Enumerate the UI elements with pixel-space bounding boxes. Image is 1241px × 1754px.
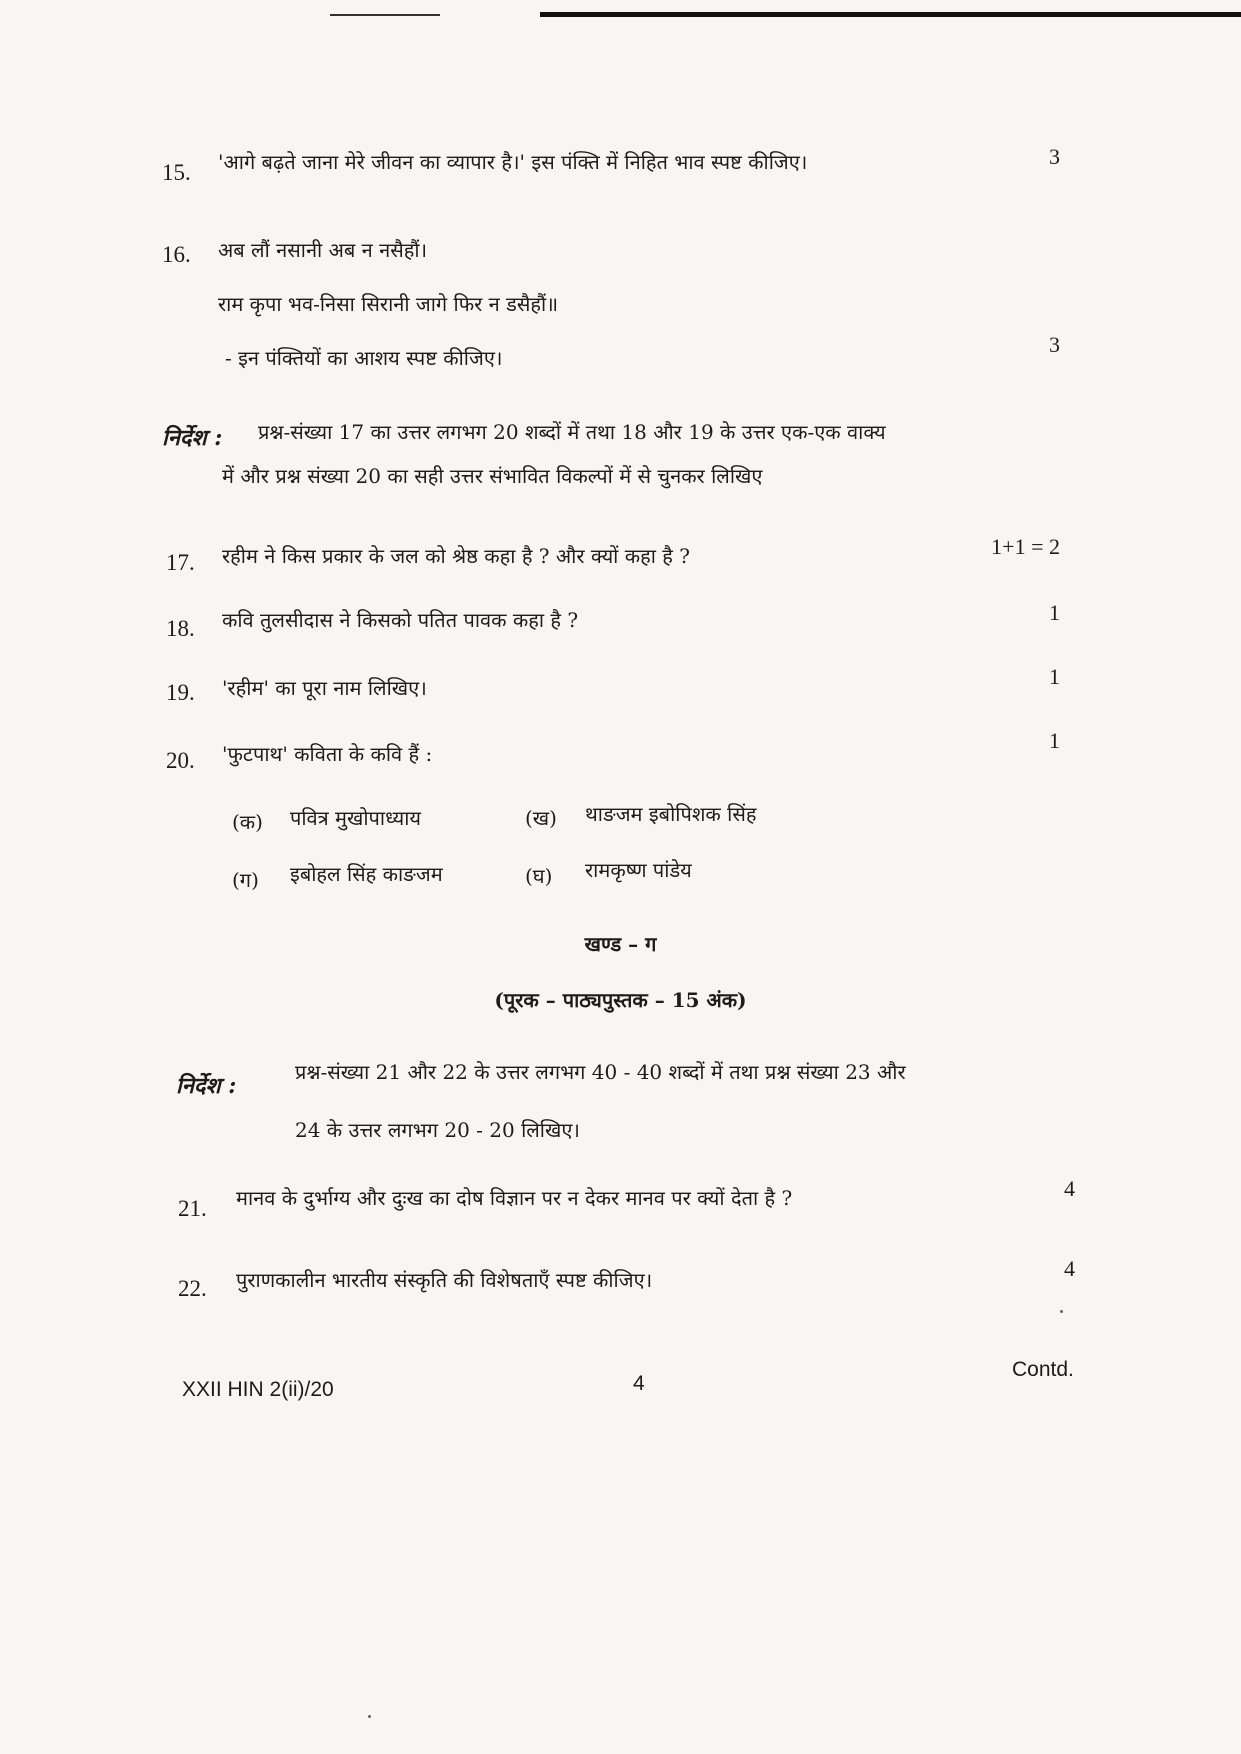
question-marks: 3 xyxy=(1049,144,1060,169)
instruction-text: प्रश्न-संख्या 17 का उत्तर लगभग 20 शब्दों में तथा 18 और 19 के उत्तर एक-एक वाक्य xyxy=(258,420,886,444)
section-subtitle: (पूरक – पाठ्यपुस्तक – 15 अंक) xyxy=(494,988,747,1012)
instruction-text: प्रश्न-संख्या 21 और 22 के उत्तर लगभग 40 - 40 शब्दों में तथा प्रश्न संख्या 23 और xyxy=(295,1060,906,1084)
question-text: मानव के दुर्भाग्य और दुःख का दोष विज्ञान पर न देकर मानव पर क्यों देता है ? xyxy=(236,1186,793,1210)
scan-speck xyxy=(1060,1310,1063,1313)
question-marks: 1 xyxy=(1049,600,1060,625)
question-text: पुराणकालीन भारतीय संस्कृति की विशेषताएँ स्पष्ट कीजिए। xyxy=(236,1268,653,1292)
question-marks: 1 xyxy=(1049,664,1060,689)
question-number: 17. xyxy=(166,550,195,575)
question-text: 'आगे बढ़ते जाना मेरे जीवन का व्यापार है।' इस पंक्ति में निहित भाव स्पष्ट कीजिए। xyxy=(218,150,808,174)
scan-artifact xyxy=(330,14,440,16)
instruction-label: निर्देश : xyxy=(162,425,223,451)
question-marks: 4 xyxy=(1064,1256,1075,1281)
instruction-text: में और प्रश्न संख्या 20 का सही उत्तर संभावित विकल्पों में से चुनकर लिखिए xyxy=(222,464,763,488)
question-number: 22. xyxy=(178,1276,207,1301)
question-text: 'फुटपाथ' कविता के कवि हैं : xyxy=(222,742,433,766)
option-text: पवित्र मुखोपाध्याय xyxy=(290,806,421,830)
question-marks: 3 xyxy=(1049,332,1060,357)
question-line: - इन पंक्तियों का आशय स्पष्ट कीजिए। xyxy=(225,346,503,370)
scan-speck xyxy=(368,1715,371,1718)
question-line: अब लौं नसानी अब न नसैहौं। xyxy=(218,238,428,262)
question-number: 18. xyxy=(166,616,195,641)
page-number: 4 xyxy=(633,1372,645,1395)
paper-code: XXII HIN 2(ii)/20 xyxy=(182,1378,334,1401)
option-key: (ख) xyxy=(525,806,557,830)
question-number: 21. xyxy=(178,1196,207,1221)
question-text: कवि तुलसीदास ने किसको पतित पावक कहा है ? xyxy=(222,608,579,632)
option-key: (ग) xyxy=(232,868,259,892)
option-text: थाङजम इबोपिशक सिंह xyxy=(585,802,757,826)
section-title: खण्ड – ग xyxy=(584,932,657,956)
option-text: रामकृष्ण पांडेय xyxy=(585,858,692,882)
question-text: रहीम ने किस प्रकार के जल को श्रेष्ठ कहा है ? और क्यों कहा है ? xyxy=(222,544,690,568)
question-text: 'रहीम' का पूरा नाम लिखिए। xyxy=(222,676,427,700)
question-number: 19. xyxy=(166,680,195,705)
scan-artifact xyxy=(540,12,1241,17)
option-key: (घ) xyxy=(525,864,553,888)
instruction-text: 24 के उत्तर लगभग 20 - 20 लिखिए। xyxy=(295,1118,580,1142)
question-line: राम कृपा भव-निसा सिरानी जागे फिर न डसैहौं॥ xyxy=(218,292,559,316)
question-marks: 1+1 = 2 xyxy=(991,534,1060,559)
continued-label: Contd. xyxy=(1012,1358,1074,1381)
question-number: 16. xyxy=(162,242,191,267)
instruction-label: निर्देश : xyxy=(176,1073,237,1099)
question-number: 20. xyxy=(166,748,195,773)
question-marks: 4 xyxy=(1064,1176,1075,1201)
option-key: (क) xyxy=(232,810,263,834)
question-marks: 1 xyxy=(1049,728,1060,753)
question-number: 15. xyxy=(162,160,191,185)
option-text: इबोहल सिंह काङजम xyxy=(290,862,443,886)
